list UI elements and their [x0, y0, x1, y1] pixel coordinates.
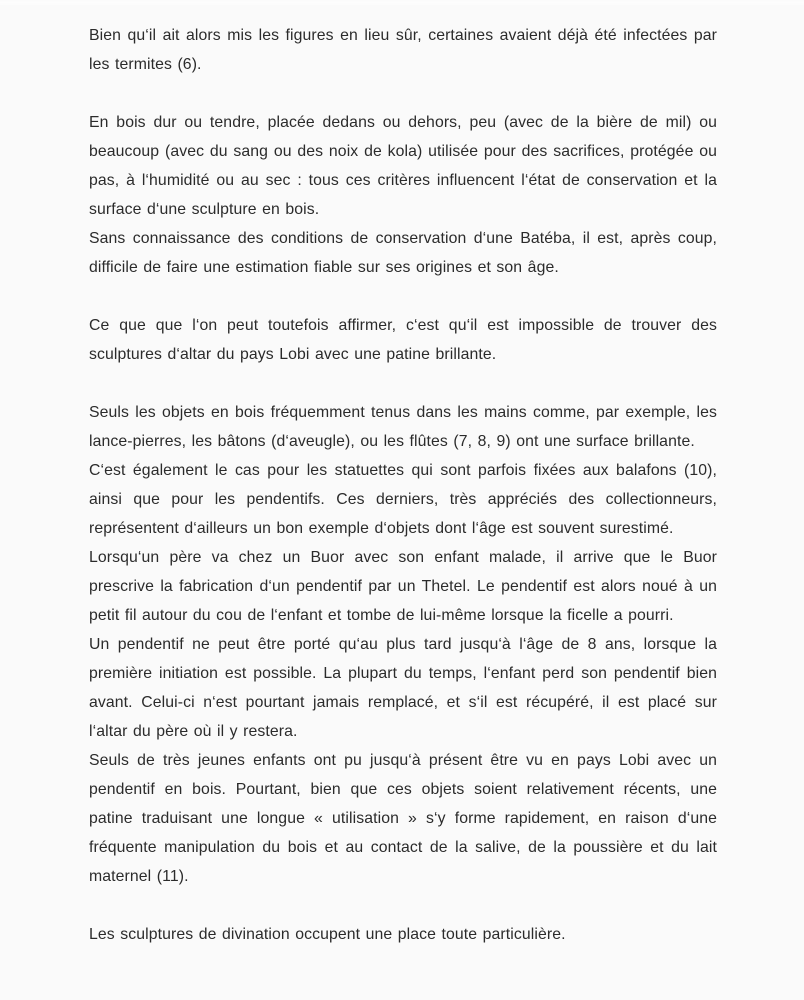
paragraph: Seuls de très jeunes enfants ont pu jusqu‘à présent être vu en pays Lobi avec un pendentif en bois. Pourtant, bien que ces objets soient relativement récents, une patine traduisant une longue « utilisation » s‘y forme rapidement, en raison d‘une fréquente manipulation du bois et au contact de la salive, de la poussière et du lait maternel (11). [89, 752, 717, 885]
paragraph: C‘est également le cas pour les statuettes qui sont parfois fixées aux balafons (10), ainsi que pour les pendentifs. Ces derniers, très appréciés des collectionneurs, représentent d‘ailleurs un bon exemple d‘objets dont l‘âge est souvent surestimé. [89, 462, 717, 537]
text-block-3 [89, 311, 717, 369]
text-block-1 [89, 21, 717, 79]
text-block-2 [89, 108, 717, 282]
paragraph: Lorsqu‘un père va chez un Buor avec son enfant malade, il arrive que le Buor prescrive la fabrication d‘un pendentif par un Thetel. Le pendentif est alors noué à un petit fil autour du cou de l‘enfant et tombe de lui-même lorsque la ficelle a pourri. [89, 549, 717, 624]
paragraph: Les sculptures de divination occupent une place toute particulière. [89, 926, 566, 943]
paragraph: Bien qu‘il ait alors mis les figures en lieu sûr, certaines avaient déjà été infectées par les termites (6). [89, 27, 717, 73]
paragraph: Seuls les objets en bois fréquemment tenus dans les mains comme, par exemple, les lance-pierres, les bâtons (d‘aveugle), ou les flûtes (7, 8, 9) ont une surface brillante. [89, 404, 717, 450]
paragraph: Sans connaissance des conditions de conservation d‘une Batéba, il est, après coup, difficile de faire une estimation fiable sur ses origines et son âge. [89, 230, 717, 276]
paragraph: Ce que que l‘on peut toutefois affirmer, c‘est qu‘il est impossible de trouver des sculptures d‘altar du pays Lobi avec une patine brillante. [89, 317, 717, 363]
paragraph: Un pendentif ne peut être porté qu‘au plus tard jusqu‘à l‘âge de 8 ans, lorsque la première initiation est possible. La plupart du temps, l‘enfant perd son pendentif bien avant. Celui-ci n‘est pourtant jamais remplacé, et s‘il est récupéré, il est placé sur l‘altar du père où il y restera. [89, 636, 717, 740]
text-block-4 [89, 398, 717, 891]
text-block-5 [89, 920, 717, 949]
paragraph: En bois dur ou tendre, placée dedans ou dehors, peu (avec de la bière de mil) ou beaucoup (avec du sang ou des noix de kola) utilisée pour des sacrifices, protégée ou pas, à l‘humidité ou au sec : tous ces critères influencent l‘état de conservation et la surface d‘une sculpture en bois. [89, 114, 717, 218]
text-column [89, 21, 717, 949]
